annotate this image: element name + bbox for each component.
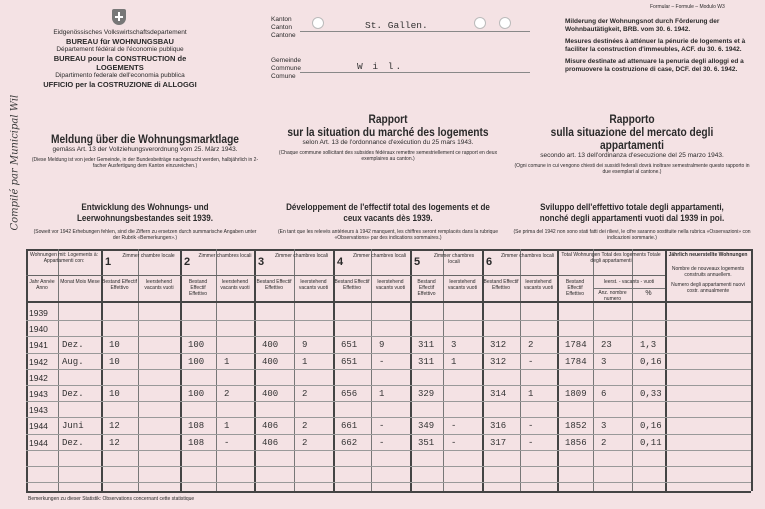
title-it-block: Rapporto sulla situazione del mercato degli appartamenti secondo art. 13 dell'ordinanza d'esecuzione del 25 marzo 1943. (Ogni comune in cui vengono chiesti dei sussidi federali dovrà inoltrare semestralmente questo rapporto in due esemplari al cantone.) [514, 112, 750, 175]
table-header-line [593, 288, 665, 289]
yearly-header: Jährlich neuerstellte Wohnungen [668, 252, 748, 258]
table-col-line [593, 249, 594, 491]
title-fr-block: Rapport sur la situation du marché des logements selon Art. 13 de l'ordonnance d'exécution du 25 mars 1943. (Chaque commune sollicitant des subsides fédéraux remettre semestriellement ce rapport en deux exemplaires au canton.) [278, 112, 498, 162]
table-row-line [26, 385, 751, 386]
room-count-header: 5 [414, 256, 421, 268]
table-row-line [26, 369, 751, 370]
bestand-header: Bestand Effectif Effettivo [334, 279, 370, 291]
value-cell: 656 [341, 389, 358, 399]
rooms-header-label: Wohnungen mit: Logements à: Appartamenti con: [29, 252, 98, 264]
leer-header: leerstehend vacants vuoti [375, 279, 406, 291]
bestand-header: Bestand Effectif Effettivo [483, 279, 519, 291]
value-cell: 1 [224, 356, 230, 367]
value-cell: 10 [109, 356, 120, 367]
value-cell: 12 [109, 437, 120, 448]
total-header: Total Wohnungen Total des logements Totale degli appartamenti [561, 252, 661, 264]
value-cell: 406 [262, 421, 279, 432]
year-label: 1943 [29, 405, 48, 416]
table-border [26, 249, 751, 251]
table-col-line [58, 249, 59, 491]
value-cell: 651 [341, 356, 358, 367]
table-row-line [26, 434, 751, 435]
value-cell: 662 [341, 437, 358, 448]
value-cell: 314 [490, 389, 507, 399]
value-cell: 317 [490, 437, 507, 448]
subtitle-it-block: Sviluppo dell'effettivo totale degli appartamenti, nonché degli appartamenti vuoti dal 1939 in poi. (Se prima del 1942 non sono stati fatti dei rilievi, le cifre saranno sostituite nella rubrica «Osservazioni» con indicazioni sommarie.) [513, 202, 751, 241]
value-cell: - [528, 356, 534, 367]
year-label: 1942 [29, 356, 48, 367]
percent-header: % [645, 290, 652, 297]
value-cell: 2 [302, 437, 308, 448]
room-word-header: Zimmer chambres locali [352, 253, 407, 259]
commune-labels: Gemeinde Commune Comune [271, 57, 301, 80]
year-label: 1941 [29, 340, 48, 351]
value-cell: 400 [262, 340, 279, 351]
month-cell: Dez. [62, 389, 84, 399]
value-cell: 1809 [565, 389, 587, 399]
bestand-header: Bestand Effectif Effettivo [417, 279, 436, 297]
punch-hole-icon [312, 17, 324, 29]
measures-block: Milderung der Wohnungsnot durch Förderung der Wohnbautätigkeit, BRB. vom 30. 6. 1942. Mesures destinées à atténuer la pénurie de logements et à faciliter la construction d'immeubles, ACF. du 30. 6. 1942. Misure destinate ad attenuare la penuria degli alloggi ed a promuovere la costruzione di case, DCF. del 30. 6. 1942. [565, 18, 746, 73]
remarks-label: Bemerkungen zu dieser Statistik: Observations concernant cette statistique [28, 496, 195, 502]
commune-value: W i l. [357, 61, 404, 72]
value-cell: 108 [188, 437, 205, 448]
value-cell: - [451, 421, 457, 432]
leer-header: leerstehend vacants vuoti [220, 279, 250, 291]
year-label: 1939 [29, 308, 48, 318]
value-cell: 311 [418, 340, 435, 351]
dept-de: Eidgenössisches Volkswirtschaftsdepartement [53, 29, 187, 36]
year-label: 1943 [29, 389, 48, 399]
month-cell: Aug. [62, 356, 84, 367]
room-word-header: Zimmer chambres locali [274, 253, 329, 259]
punch-hole-icon [499, 17, 511, 29]
leer-header: leerstehend vacants vuoti [447, 279, 478, 291]
form-id: Formular – Formule – Modulo W3 [650, 4, 725, 10]
leer-header: leerstehend vacants vuoti [523, 279, 554, 291]
table-header-line [26, 301, 751, 303]
swiss-cross-icon [112, 9, 126, 25]
value-cell: 2 [528, 340, 534, 351]
table-row-line [26, 450, 751, 451]
value-cell: 2 [302, 389, 308, 399]
count-header: Anz. nombre numero [598, 290, 627, 302]
room-count-header: 4 [337, 256, 344, 268]
value-cell: 0,16 [640, 356, 662, 367]
value-cell: 3 [601, 421, 607, 432]
value-cell: 1856 [565, 437, 587, 448]
value-cell: 0,16 [640, 421, 662, 432]
value-cell: 108 [188, 421, 205, 432]
month-cell: Dez. [62, 437, 84, 448]
value-cell: 1,3 [640, 340, 657, 351]
leer-header: leerstehend vacants vuoti [144, 279, 174, 291]
table-row-line [26, 482, 751, 483]
table-row-line [26, 401, 751, 402]
bureau-de: BUREAU für WOHNUNGSBAU [66, 37, 174, 46]
value-cell: 312 [490, 356, 507, 367]
value-cell: 1 [451, 356, 457, 367]
value-cell: - [379, 421, 385, 432]
value-cell: - [451, 437, 457, 448]
bureau-fr: BUREAU pour la CONSTRUCTION de LOGEMENTS [53, 54, 187, 72]
value-cell: 0,11 [640, 437, 662, 448]
value-cell: 23 [601, 340, 612, 351]
subtitle-fr-block: Développement de l'effectif total des logements et de ceux vacants dès 1939. (En tant que les relevés antérieurs à 1942 manquent, les chiffres seront remplacés dans la rubrique «Observations» par des indications sommaires.) [277, 202, 499, 241]
value-cell: 329 [418, 389, 435, 399]
margin-handwriting: Compilé par Municipal Wil [9, 94, 21, 231]
table-border [751, 249, 753, 491]
room-count-header: 2 [184, 256, 191, 268]
bestand-header: Bestand Effectif Effettivo [188, 279, 208, 297]
bestand-header: Bestand Effectif Effettivo [256, 279, 292, 291]
table-row-line [26, 417, 751, 418]
value-cell: 316 [490, 421, 507, 432]
bureau-it: UFFICIO per la COSTRUZIONE di ALLOGGI [43, 80, 197, 89]
value-cell: 661 [341, 421, 358, 432]
value-cell: 9 [379, 340, 385, 351]
room-count-header: 1 [105, 256, 112, 268]
yearly-subheader-it: Numero degli appartamenti nuovi costr. annualmente [671, 282, 745, 294]
room-word-header: Zimmer chambre locale [122, 253, 175, 259]
value-cell: 351 [418, 437, 435, 448]
value-cell: 1 [224, 421, 230, 432]
canton-labels: Kanton Canton Cantone [271, 16, 296, 39]
value-cell: 1784 [565, 340, 587, 351]
value-cell: - [379, 356, 385, 367]
dept-fr: Département fédéral de l'économie publique [56, 46, 184, 53]
year-label: 1942 [29, 372, 48, 383]
value-cell: 100 [188, 356, 205, 367]
leer-header: leerstehend vacants vuoti [298, 279, 329, 291]
value-cell: 349 [418, 421, 435, 432]
table-col-line [632, 249, 633, 491]
value-cell: - [224, 437, 230, 448]
value-cell: 9 [302, 340, 308, 351]
value-cell: 6 [601, 389, 607, 399]
value-cell: 2 [224, 389, 230, 399]
year-label: 1940 [29, 324, 48, 335]
bestand-header: Bestand Effectif Effettivo [102, 279, 137, 291]
table-row-line [26, 320, 751, 321]
punch-hole-icon [474, 17, 486, 29]
value-cell: 1 [528, 389, 534, 399]
value-cell: 1 [302, 356, 308, 367]
value-cell: 2 [601, 437, 607, 448]
vacant-total-header: leerst. - vacants - vuoti [603, 279, 655, 285]
table-row-line [26, 466, 751, 467]
value-cell: 1 [379, 389, 385, 399]
value-cell: 406 [262, 437, 279, 448]
table-border [26, 491, 751, 493]
year-label: 1944 [29, 437, 48, 448]
value-cell: 1784 [565, 356, 587, 367]
value-cell: 10 [109, 340, 120, 351]
value-cell: 0,33 [640, 389, 662, 399]
value-cell: 400 [262, 356, 279, 367]
month-cell: Juni [62, 421, 84, 432]
subtitle-de-block: Entwicklung des Wohnungs- und Leerwohnungsbestandes seit 1939. (Soweit vor 1942 Erhebungen fehlen, sind die Ziffern zu ersetzen durch summarische Angaben unter der Rubrik «Bemerkungen».) [33, 202, 257, 241]
value-cell: - [528, 437, 534, 448]
bestand-header: Bestand Effectif Effettivo [565, 279, 585, 297]
table-row-line [26, 353, 751, 354]
value-cell: 1852 [565, 421, 587, 432]
value-cell: - [528, 421, 534, 432]
table-row-line [26, 336, 751, 337]
year-label: 1944 [29, 421, 48, 432]
value-cell: 10 [109, 389, 120, 399]
value-cell: 12 [109, 421, 120, 432]
canton-value: St. Gallen. [365, 20, 428, 31]
table-header-line [26, 275, 665, 276]
value-cell: 651 [341, 340, 358, 351]
month-header: Monat Mois Mese [60, 279, 100, 285]
value-cell: 312 [490, 340, 507, 351]
room-word-header: Zimmer chambres locali [500, 253, 555, 259]
value-cell: 311 [418, 356, 435, 367]
yearly-subheader: Nombre de nouveaux logements construits annuellem. [671, 266, 745, 278]
value-cell: 3 [601, 356, 607, 367]
value-cell: 100 [188, 389, 205, 399]
value-cell: 3 [451, 340, 457, 351]
year-header: Jahr Année Anno [29, 279, 55, 291]
value-cell: 400 [262, 389, 279, 399]
room-count-header: 6 [486, 256, 493, 268]
value-cell: 2 [302, 421, 308, 432]
title-de-block: Meldung über die Wohnungsmarktlage gemäss Art. 13 der Vollziehungsverordnung vom 25. März 1943. (Diese Meldung ist von jeder Gemeinde, in der Bundesbeiträge nachgesucht werden, halbjährlich in 2-facher Ausfertigung dem Kanton einzureichen.) [31, 132, 259, 169]
room-word-header: Zimmer chambres locali [198, 253, 252, 259]
month-cell: Dez. [62, 340, 84, 351]
title-de: Meldung über die Wohnungsmarktlage [51, 132, 239, 146]
room-count-header: 3 [258, 256, 265, 268]
department-block [40, 29, 200, 89]
value-cell: - [379, 437, 385, 448]
value-cell: 100 [188, 340, 205, 351]
dept-it: Dipartimento federale dell'economia pubblica [55, 72, 185, 79]
room-word-header: Zimmer chambres locali [433, 253, 475, 265]
